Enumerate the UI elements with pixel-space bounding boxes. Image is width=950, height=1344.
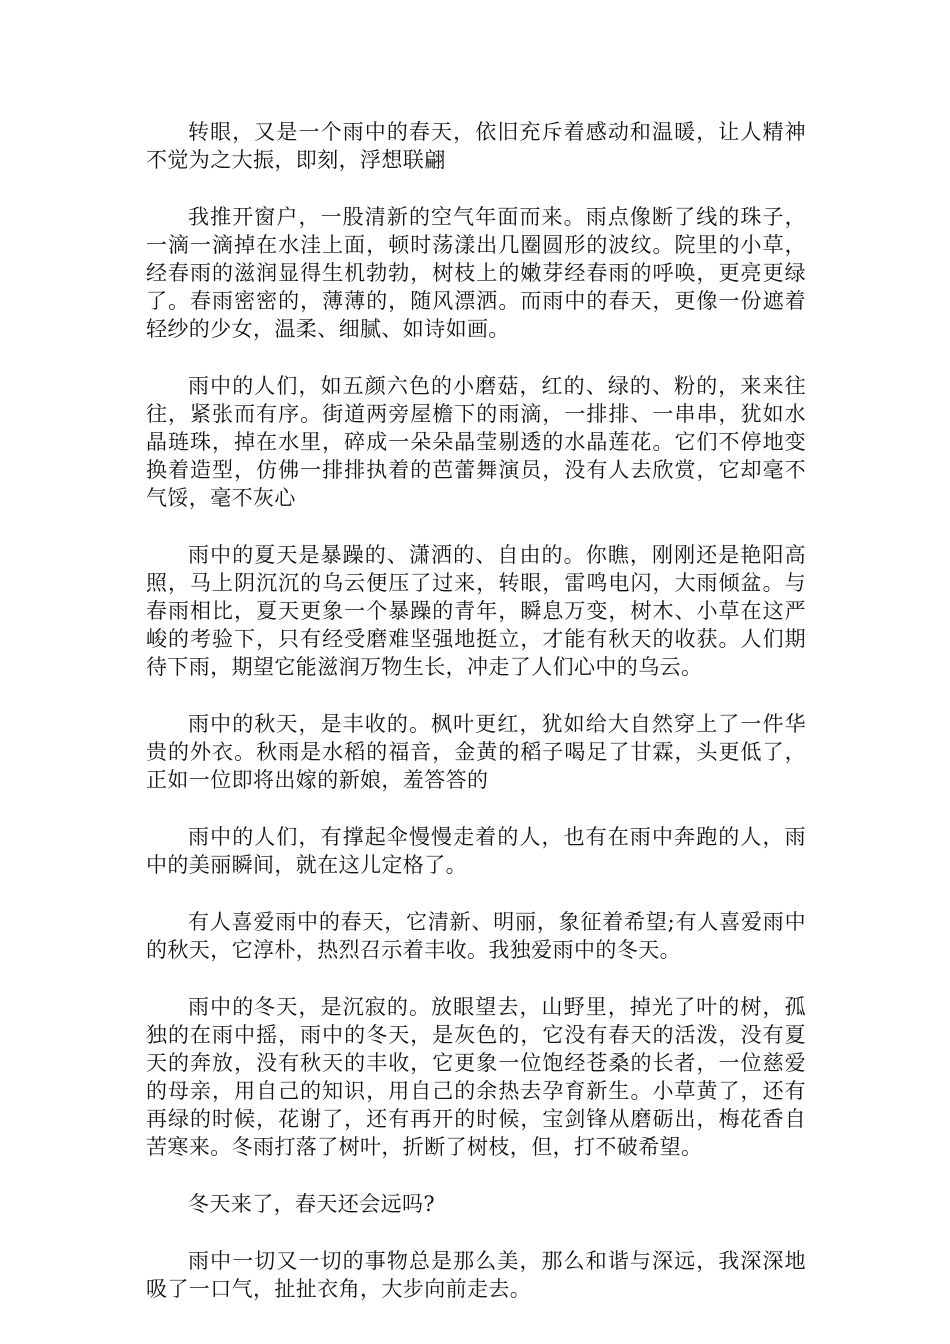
paragraph-5: 雨中的秋天，是丰收的。枫叶更红，犹如给大自然穿上了一件华贵的外衣。秋雨是水稻的福音，金黄的稻子喝足了甘霖，头更低了，正如一位即将出嫁的新娘，羞答答的 [146,712,806,792]
paragraph-7: 有人喜爱雨中的春天，它清新、明丽，象征着希望;有人喜爱雨中的秋天，它淳朴，热烈召示着丰收。我独爱雨中的冬天。 [146,910,806,962]
paragraph-6: 雨中的人们，有撑起伞慢慢走着的人，也有在雨中奔跑的人，雨中的美丽瞬间，就在这儿定格了。 [146,825,806,877]
paragraph-1: 转眼，又是一个雨中的春天，依旧充斥着感动和温暖，让人精神不觉为之大振，即刻，浮想联翩 [146,120,806,172]
paragraph-2: 我推开窗户，一股清新的空气年面而来。雨点像断了线的珠子，一滴一滴掉在水洼上面，顿时荡漾出几圈圆形的波纹。院里的小草，经春雨的滋润显得生机勃勃，树枝上的嫩芽经春雨的呼唤，更亮更绿了。春雨密密的，薄薄的，随风漂洒。而雨中的春天，更像一份遮着轻纱的少女，温柔、细腻、如诗如画。 [146,205,806,341]
document-body [146,118,806,1332]
paragraph-4: 雨中的夏天是暴躁的、潇洒的、自由的。你瞧，刚刚还是艳阳高照，马上阴沉沉的乌云便压了过来，转眼，雷鸣电闪，大雨倾盆。与春雨相比，夏天更象一个暴躁的青年，瞬息万变，树木、小草在这严峻的考验下，只有经受磨难坚强地挺立，才能有秋天的收获。人们期待下雨，期望它能滋润万物生长，冲走了人们心中的乌云。 [146,543,806,679]
paragraph-3: 雨中的人们，如五颜六色的小磨菇，红的、绿的、粉的，来来往往，紧张而有序。街道两旁屋檐下的雨滴，一排排、一串串，犹如水晶琏珠，掉在水里，碎成一朵朵晶莹剔透的水晶莲花。它们不停地变换着造型，仿佛一排排执着的芭蕾舞演员，没有人去欣赏，它却毫不气馁，毫不灰心 [146,374,806,510]
paragraph-8: 雨中的冬天，是沉寂的。放眼望去，山野里，掉光了叶的树，孤独的在雨中摇，雨中的冬天，是灰色的，它没有春天的活泼，没有夏天的奔放，没有秋天的丰收，它更象一位饱经苍桑的长者，一位慈爱的母亲，用自己的知识，用自己的余热去孕育新生。小草黄了，还有再绿的时候，花谢了，还有再开的时候，宝剑锋从磨砺出，梅花香自苦寒来。冬雨打落了树叶，折断了树枝，但，打不破希望。 [146,995,806,1159]
paragraph-10: 雨中一切又一切的事物总是那么美，那么和谐与深远，我深深地吸了一口气，扯扯衣角，大步向前走去。 [146,1249,806,1301]
paragraph-9: 冬天来了，春天还会远吗? [188,1192,436,1216]
